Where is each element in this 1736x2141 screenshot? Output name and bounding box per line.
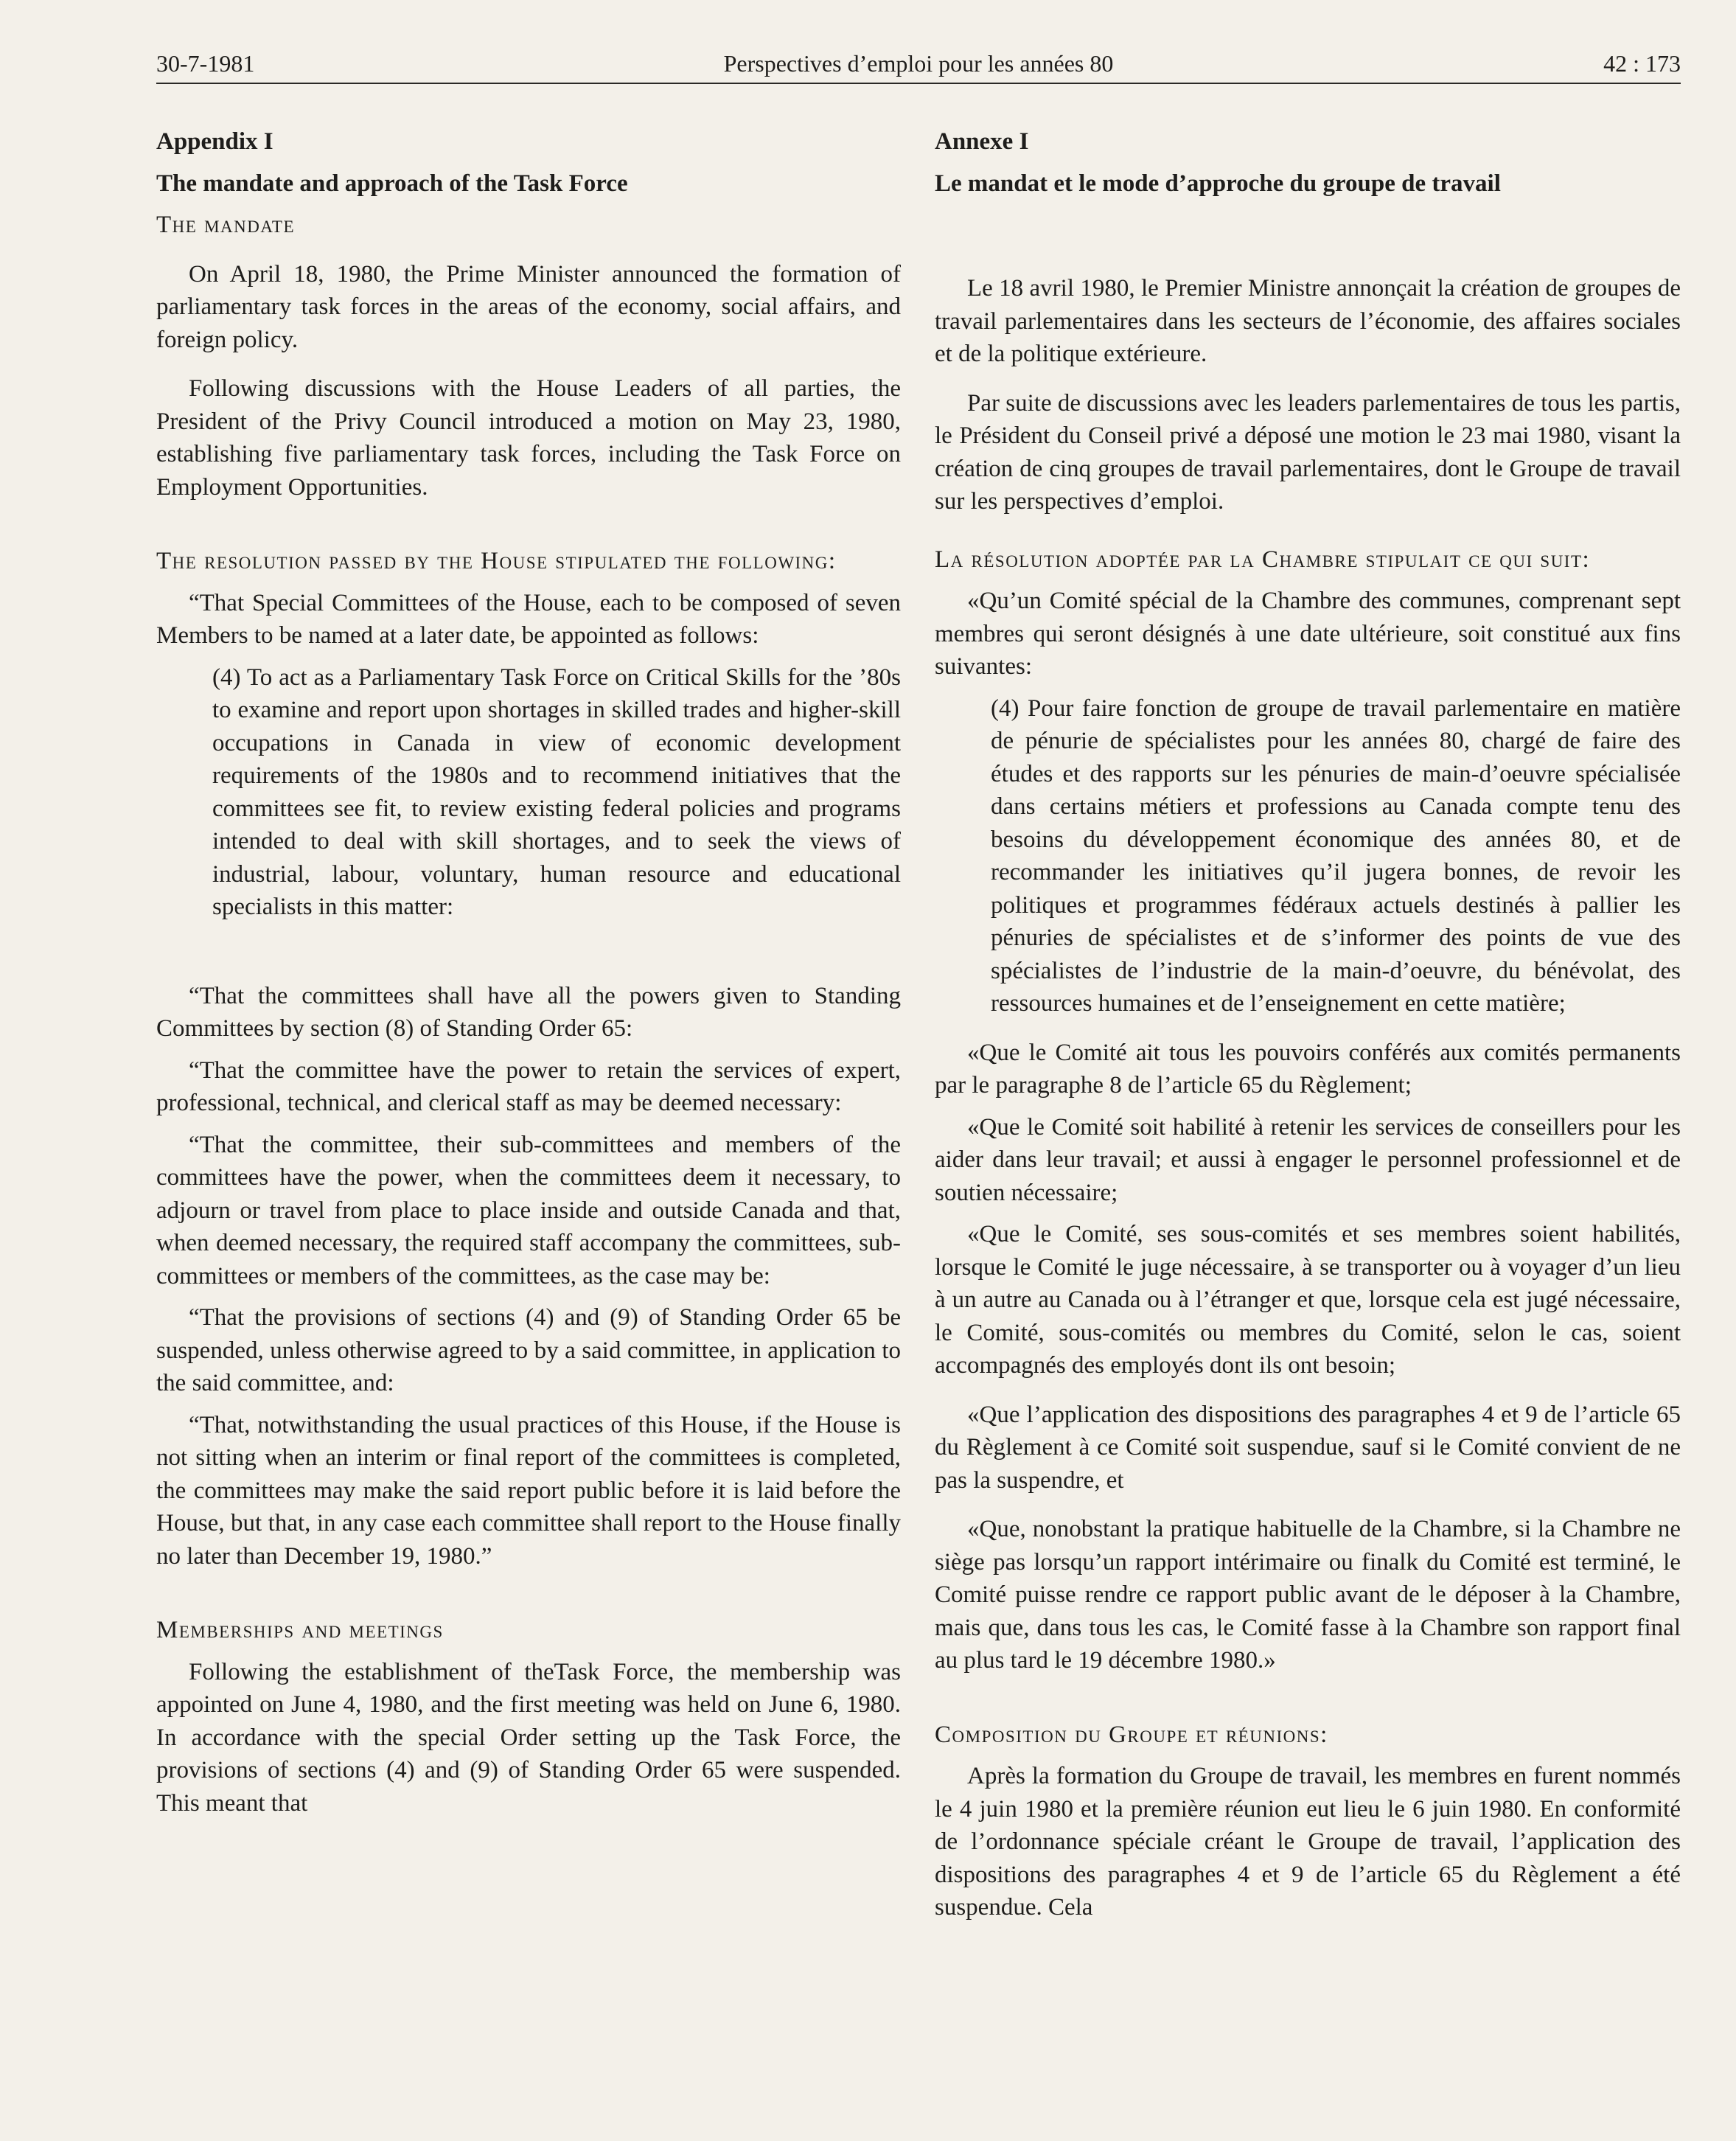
paragraph: Par suite de discussions avec les leaders parlementaires de tous les partis, le Président du Conseil privé a déposé une motion le 23 mai 1980, visant la création de cinq groupes de travail parlementaires, dont le Groupe de travail sur les perspectives d’emploi. bbox=[935, 389, 1681, 515]
resolution-quote: (4) Pour faire fonction de groupe de travail parlementaire en matière de pénurie de spécialistes pour les années 80, chargé de faire des études et des rapports sur les pénuries de main-d’oeuvre spécialisée dans certains métiers et professions au Canada compte tenu des besoins du développement économique des années 80, et de recommander les initiatives qu’il jugera bonnes, de revoir les politiques et programmes fédéraux actuels destinés à pallier les pénuries de spécialistes et de s’informer des points de vue des spécialistes de l’industrie de la main-d’oeuvre, du bénévolat, des ressources humaines et de l’enseignement en cette matière; bbox=[991, 694, 1681, 1017]
resolution-quote: “That Special Committees of the House, each to be composed of seven Members to be named at a later date, be appointed as follows: bbox=[156, 589, 901, 649]
resolution-quote: «Que, nonobstant la pratique habituelle de la Chambre, si la Chambre ne siège pas lorsqu’un rapport intérimaire ou finalk du Comité est terminé, le Comité puisse rendre ce rapport public avant de le déposer à la Chambre, mais que, dans tous les cas, le Comité fasse à la Chambre son rapport final au plus tard le 19 décembre 1980.» bbox=[935, 1516, 1681, 1674]
paragraph: Après la formation du Groupe de travail, les membres en furent nommés le 4 juin 1980 et la première réunion eut lieu le 6 juin 1980. En conformité de l’ordonnance spéciale créant le Groupe de travail, l’application des dispositions des paragraphes 4 et 9 de l’article 65 du Règlement a été suspendue. Cela bbox=[935, 1763, 1681, 1921]
paragraph: Le 18 avril 1980, le Premier Ministre annonçait la création de groupes de travail parlementaires dans les secteurs de l’économie, des affaires sociales et de la politique extérieure. bbox=[935, 275, 1681, 367]
resolution-quote: «Que le Comité soit habilité à retenir les services de conseillers pour les aider dans leur travail; et aussi à engager le personnel professionnel et de soutien nécessaire; bbox=[935, 1113, 1681, 1206]
paragraph: On April 18, 1980, the Prime Minister announced the formation of parliamentary task forces in the areas of the economy, social affairs, and foreign policy. bbox=[156, 260, 901, 353]
resolution-quote: “That, notwithstanding the usual practices of this House, if the House is not sitting when an interim or final report of the committees is completed, the committees may make the said report public before it is laid before the House, but that, in any case each committee shall report to the House finally no later than December 19, 1980.” bbox=[156, 1411, 901, 1570]
memberships-heading: Memberships and meetings bbox=[156, 1617, 444, 1643]
header-page-number: 42 : 173 bbox=[1603, 50, 1681, 77]
appendix-subtitle: The mandate and approach of the Task Force bbox=[156, 170, 628, 197]
appendix-title: Annexe I bbox=[935, 128, 1029, 155]
resolution-quote: «Que l’application des dispositions des paragraphes 4 et 9 de l’article 65 du Règlement à ce Comité soit suspendue, sauf si le Comité convient de ne pas la suspendre, et bbox=[935, 1401, 1681, 1494]
resolution-quote: “That the committees shall have all the powers given to Standing Committees by section (8) of Standing Order 65: bbox=[156, 982, 901, 1042]
resolution-quote: “That the committee have the power to retain the services of expert, professional, technical, and clerical staff as may be deemed necessary: bbox=[156, 1056, 901, 1116]
mandate-heading: The mandate bbox=[156, 212, 296, 238]
appendix-title: Appendix I bbox=[156, 128, 273, 155]
resolution-quote: “That the committee, their sub-committees and members of the committees have the power, when the committees deem it necessary, to adjourn or travel from place to place inside and outside Canada and that, when deemed necessary, the required staff accompany the committees, sub-committees or members of the committees, as the case may be: bbox=[156, 1131, 901, 1289]
resolution-quote: «Que le Comité, ses sous-comités et ses membres soient habilités, lorsque le Comité le juge nécessaire, à se transporter ou à voyager d’un lieu à un autre au Canada ou à l’étranger et que, lorsque cela est jugé nécessaire, le Comité, sous-comités ou membres du Comité, selon le cas, soient accompagnés des employés dont ils ont besoin; bbox=[935, 1221, 1681, 1379]
page-header bbox=[156, 46, 1681, 84]
header-title: Perspectives d’emploi pour les années 80 bbox=[723, 50, 1114, 77]
resolution-heading: The resolution passed by the House stipulated the following: bbox=[156, 548, 837, 574]
resolution-quote: «Que le Comité ait tous les pouvoirs conférés aux comités permanents par le paragraphe 8 de l’article 65 du Règlement; bbox=[935, 1039, 1681, 1099]
paragraph: Following the establishment of theTask Force, the membership was appointed on June 4, 1980, and the first meeting was held on June 6, 1980. In accordance with the special Order setting up the Task Force, the provisions of sections (4) and (9) of Standing Order 65 were suspended. This meant that bbox=[156, 1658, 901, 1817]
paragraph: Following discussions with the House Leaders of all parties, the President of the Privy Council introduced a motion on May 23, 1980, establishing five parliamentary task forces, including the Task Force on Employment Opportunities. bbox=[156, 375, 901, 501]
english-column bbox=[156, 125, 901, 1820]
composition-heading: Composition du Groupe et réunions: bbox=[935, 1721, 1328, 1748]
resolution-quote: “That the provisions of sections (4) and (9) of Standing Order 65 be suspended, unless otherwise agreed to by a said committee, in application to the said committee, and: bbox=[156, 1304, 901, 1396]
appendix-subtitle: Le mandat et le mode d’approche du groupe de travail bbox=[935, 170, 1501, 197]
resolution-quote: «Qu’un Comité spécial de la Chambre des communes, comprenant sept membres qui seront désignés à une date ultérieure, soit constitué aux fins suivantes: bbox=[935, 588, 1681, 680]
resolution-heading: La résolution adoptée par la Chambre stipulait ce qui suit: bbox=[935, 546, 1591, 573]
header-date: 30-7-1981 bbox=[156, 50, 255, 77]
resolution-quote: (4) To act as a Parliamentary Task Force on Critical Skills for the ’80s to examine and report upon shortages in skilled trades and higher-skill occupations in Canada in view of economic development requirements of the 1980s and to recommend initiatives that the committees see fit, to review existing federal policies and programs intended to deal with skill shortages, and to seek the views of industrial, labour, voluntary, human resource and educational specialists in this matter: bbox=[212, 664, 901, 920]
french-column bbox=[935, 125, 1681, 1924]
